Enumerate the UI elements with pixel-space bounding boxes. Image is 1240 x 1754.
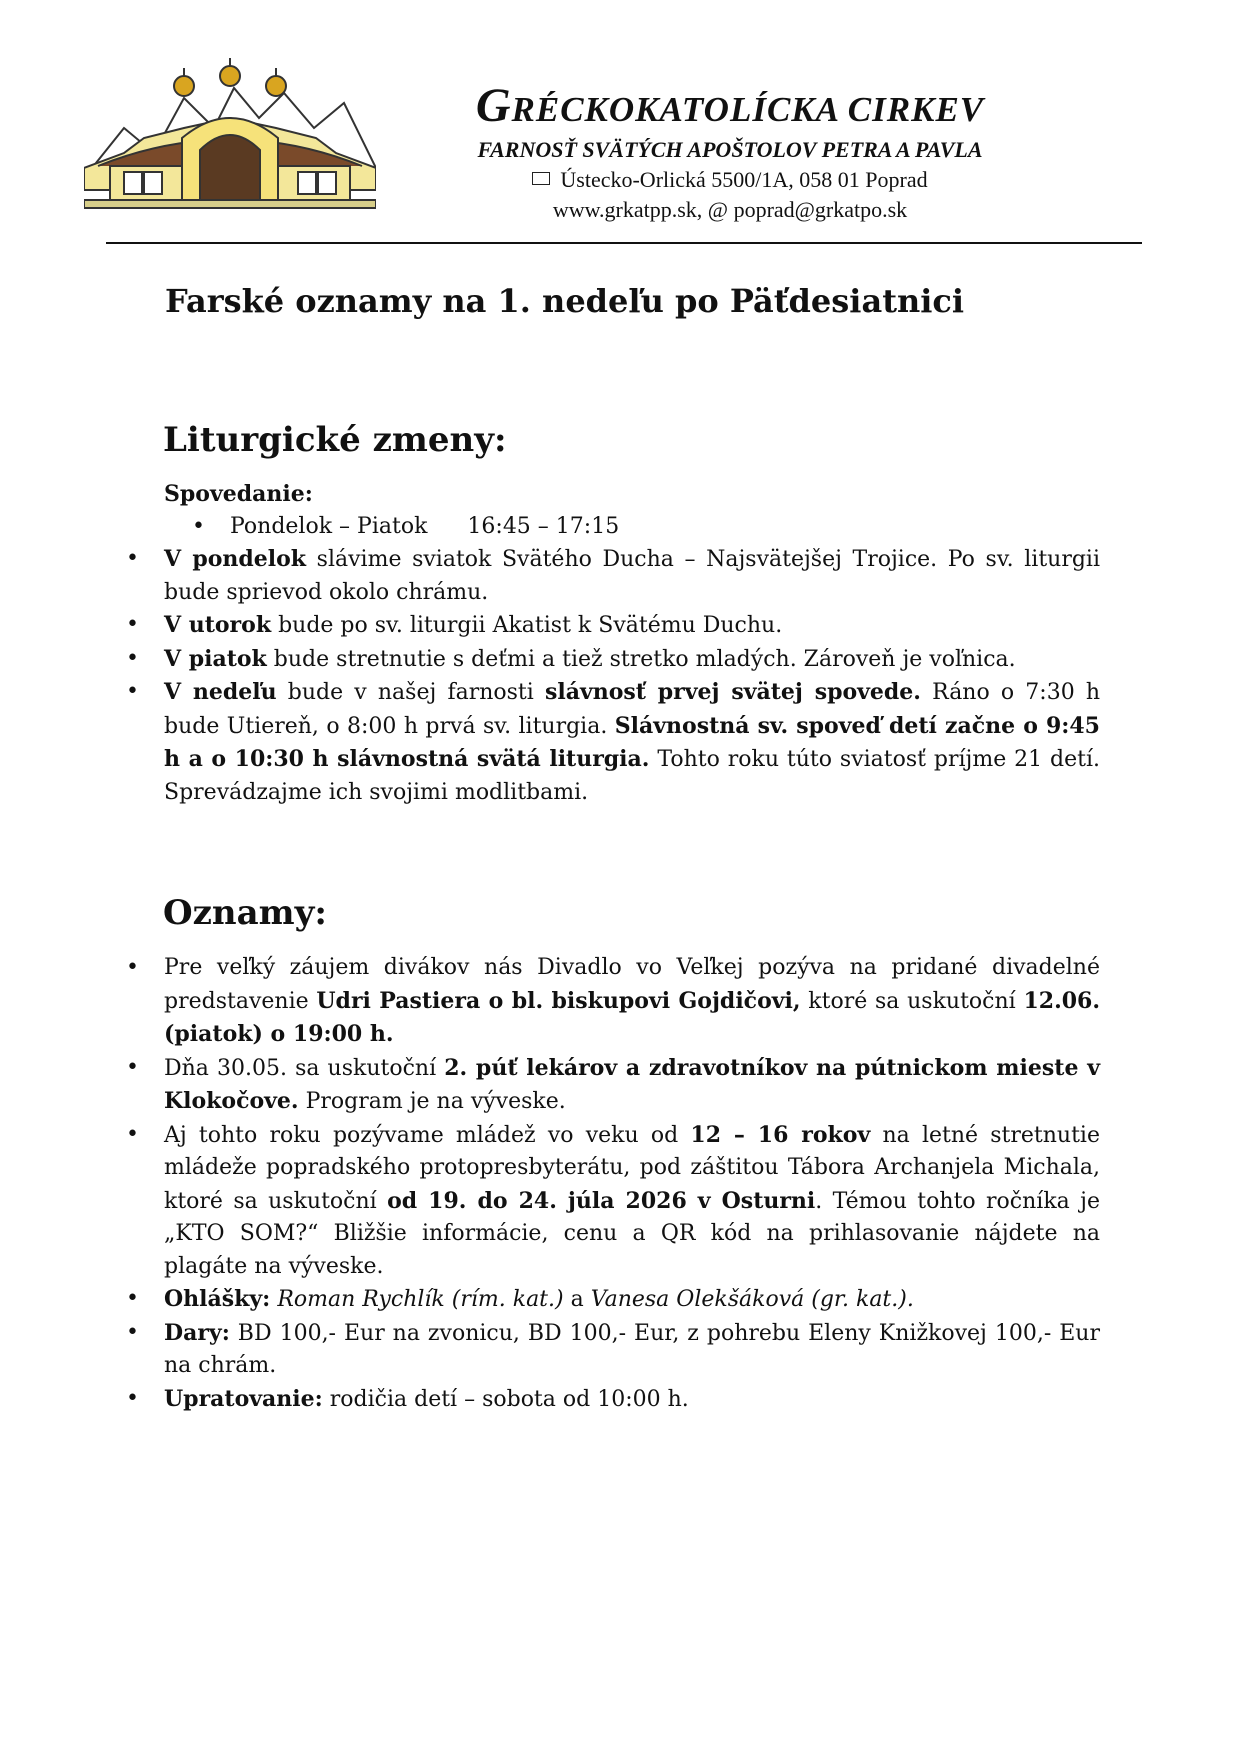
notice-youth-camp: • Aj tohto roku pozývame mládež vo veku od 12 – 16 rokov na letné stretnutie mládeže popradského protopresbyterátu, pod záštitou Tábora Archanjela Michala, ktoré sa uskutoční od 19. do 24. júla 2026 v Osturni. Témou tohto ročníka je „KTO SOM?“ Bližšie informácie, cenu a QR kód na prihlasovanie nájdete na plagáte na výveske. — [120, 1119, 1100, 1284]
list-item-sunday: • V nedeľu bude v našej farnosti slávnosť prvej svätej spovede. Ráno o 7:30 h bude Utiereň, o 8:00 h prvá sv. liturgia. Slávnostná sv. spoveď detí začne o 9:45 h a o 10:30 h slávnostná svätá liturgia. Tohto roku túto sviatosť príjme 21 detí. Sprevádzajme ich svojimi modlitbami. — [120, 676, 1100, 809]
confession-schedule: • Pondelok – Piatok 16:45 – 17:15 — [120, 511, 1100, 544]
notice-donations: • Dary: BD 100,- Eur na zvonicu, BD 100,- Eur, z pohrebu Eleny Knižkovej 100,- Eur na chrám. — [120, 1317, 1100, 1383]
document-title: Farské oznamy na 1. nedeľu po Päťdesiatnici — [165, 282, 965, 320]
list-item-monday: • V pondelok slávime sviatok Svätého Ducha – Najsvätejšej Trojice. Po sv. liturgii bude sprievod okolo chrámu. — [120, 543, 1100, 609]
liturgical-list — [120, 478, 1100, 809]
notice-theatre: • Pre veľký záujem divákov nás Divadlo vo Veľkej pozýva na pridané divadelné predstavenie Udri Pastiera o bl. biskupovi Gojdičovi, ktoré sa uskutoční 12.06. (piatok) o 19:00 h. — [120, 952, 1100, 1052]
notice-banns: • Ohlášky: Roman Rychlík (rím. kat.) a Vanesa Olekšáková (gr. kat.). — [120, 1283, 1100, 1317]
liturgical-heading: Liturgické zmeny: — [163, 420, 507, 460]
notices-heading: Oznamy: — [163, 893, 327, 933]
confession-label: Spovedanie: — [164, 481, 313, 507]
list-item-friday: • V piatok bude stretnutie s deťmi a tiež stretko mladých. Zároveň je voľnica. — [120, 643, 1100, 677]
parish-name: FARNOSŤ SVÄTÝCH APOŠTOLOV PETRA A PAVLA — [477, 137, 983, 163]
address-line: Ústecko-Orlická 5500/1A, 058 01 Poprad — [385, 167, 1075, 193]
notice-cleaning: • Upratovanie: rodičia detí – sobota od 10:00 h. — [120, 1383, 1100, 1417]
contact-line: www.grkatpp.sk, @ poprad@grkatpo.sk — [552, 197, 908, 223]
envelope-icon — [532, 172, 550, 185]
notices-list — [120, 952, 1100, 1416]
header-divider — [106, 242, 1142, 244]
notice-pilgrimage: • Dňa 30.05. sa uskutoční 2. púť lekárov a zdravotníkov na pútnickom mieste v Klokočove. Program je na výveske. — [120, 1052, 1100, 1119]
letterhead — [385, 78, 1075, 223]
church-title: GRÉCKOKATOLÍCKA CIRKEV — [475, 79, 985, 132]
church-logo — [84, 58, 376, 216]
list-item-tuesday: • V utorok bude po sv. liturgii Akatist k Svätému Duchu. — [120, 609, 1100, 643]
